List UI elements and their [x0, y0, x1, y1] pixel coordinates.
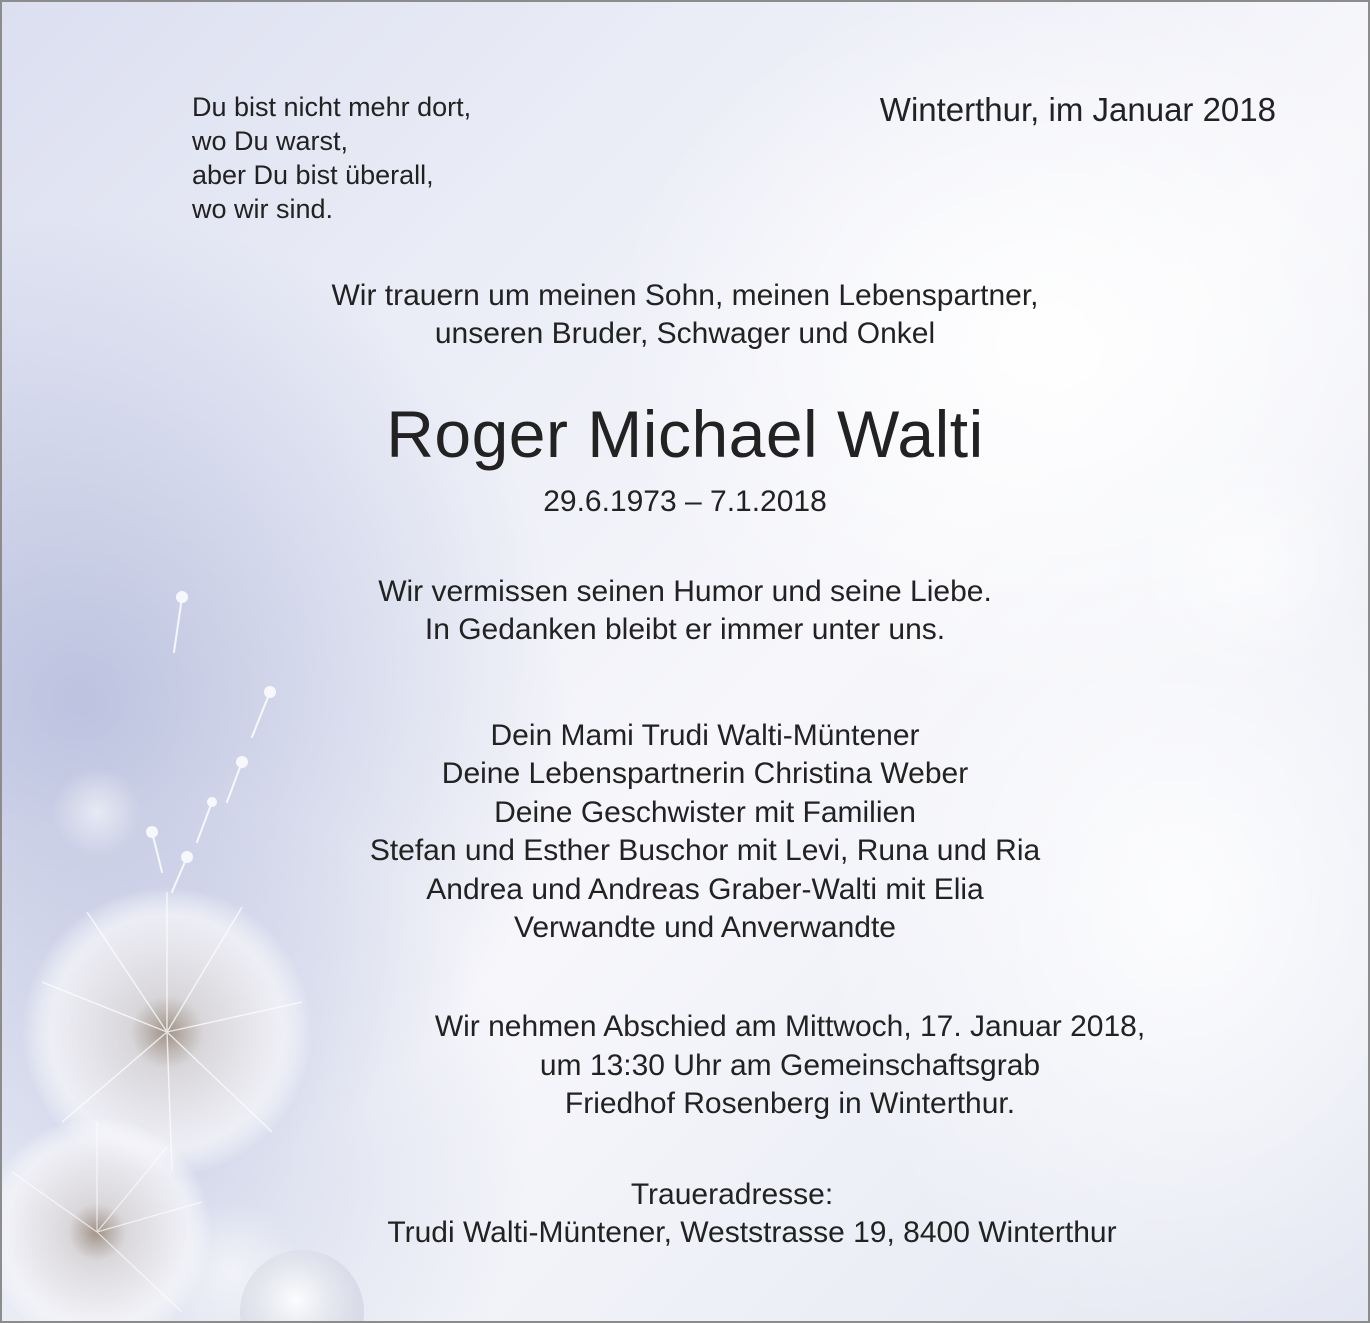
mourning-address-label: Traueradresse:: [630, 1178, 834, 1211]
farewell-line: Wir nehmen Abschied am Mittwoch, 17. Januar 2018,: [434, 1010, 1146, 1043]
mourning-address: Trudi Walti-Müntener, Weststrasse 19, 8400 Winterthur: [387, 1216, 1117, 1249]
place-date-line: Winterthur, im Januar 2018: [879, 91, 1276, 128]
intro-line: unseren Bruder, Schwager und Onkel: [434, 317, 936, 350]
poem-line: wo Du warst,: [192, 126, 349, 156]
mourner-line: Deine Geschwister mit Familien: [494, 795, 916, 829]
poem-quote: [192, 90, 612, 226]
mourners-list: [22, 717, 1370, 947]
poem-line: Du bist nicht mehr dort,: [192, 92, 472, 122]
mourner-line: Dein Mami Trudi Walti-Müntener: [490, 719, 920, 752]
memory-text: [2, 573, 1368, 649]
mourner-line: Stefan und Esther Buschor mit Levi, Runa und Ria: [369, 834, 1041, 868]
intro-line: Wir trauern um meinen Sohn, meinen Lebenspartner,: [331, 279, 1039, 312]
mourner-line: Verwandte und Anverwandte: [514, 911, 896, 945]
life-dates: 29.6.1973 – 7.1.2018: [543, 485, 827, 518]
farewell-details: [107, 1008, 1370, 1124]
mourner-line: Deine Lebenspartnerin Christina Weber: [441, 757, 969, 791]
farewell-line: Friedhof Rosenberg in Winterthur.: [564, 1087, 1016, 1120]
poem-line: aber Du bist überall,: [192, 160, 434, 190]
farewell-line: um 13:30 Uhr am Gemeinschaftsgrab: [539, 1048, 1041, 1082]
deceased-name: Roger Michael Walti: [386, 397, 984, 471]
poem-line: wo wir sind.: [192, 194, 334, 224]
memory-line: In Gedanken bleibt er immer unter uns.: [424, 613, 946, 646]
memory-line: Wir vermissen seinen Humor und seine Liebe.: [378, 575, 992, 608]
intro-text: [2, 277, 1368, 353]
mourner-line: Andrea und Andreas Graber-Walti mit Elia: [426, 872, 984, 906]
